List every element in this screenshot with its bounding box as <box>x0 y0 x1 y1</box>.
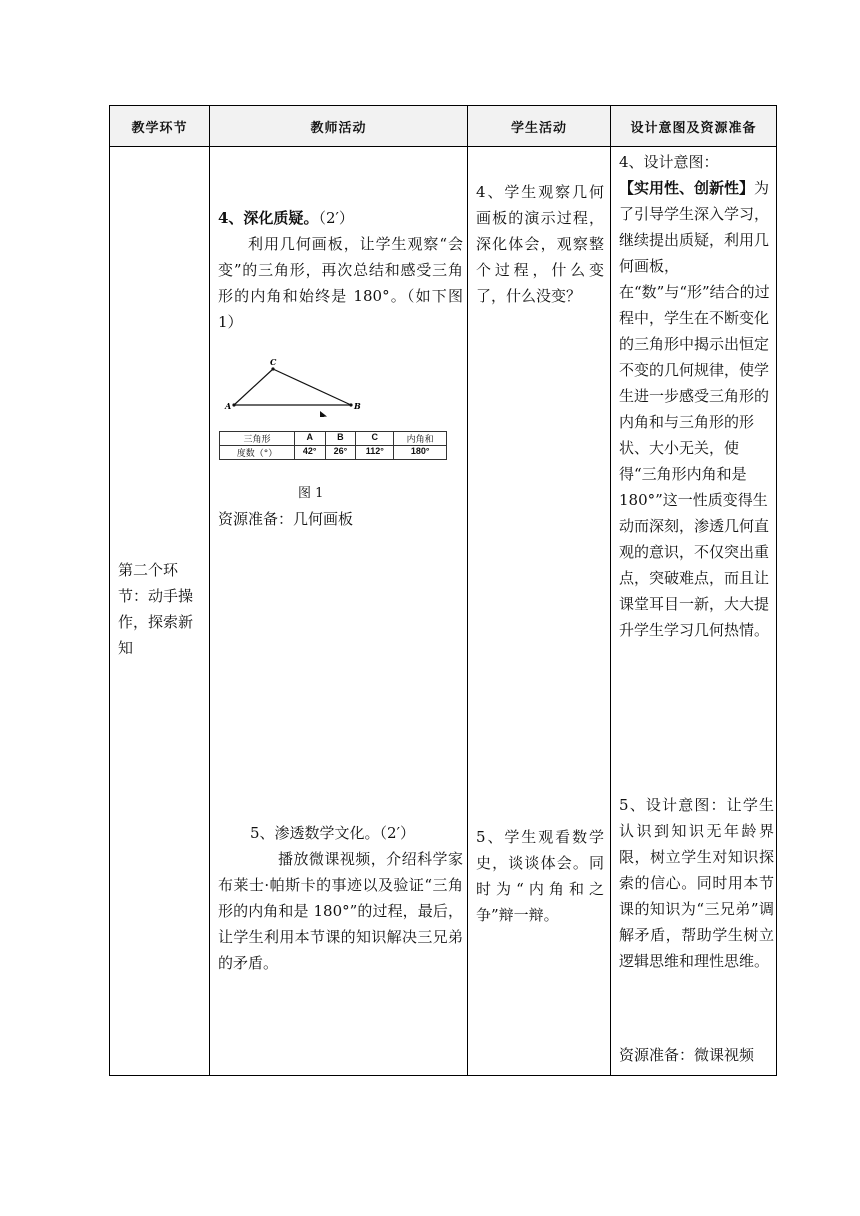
teacher-part4-title: 4、深化质疑。 <box>218 209 319 227</box>
teacher-part4-heading <box>218 205 463 231</box>
header-teacher: 教师活动 <box>210 106 468 147</box>
header-row <box>110 106 777 147</box>
angle-table-head-2: B <box>325 432 356 446</box>
angle-table-head-3: C <box>356 432 394 446</box>
angle-table-row <box>220 446 447 460</box>
teacher-part5-title: 5、渗透数学文化。（2′） <box>250 824 415 842</box>
teacher-resource: 资源准备：几何画板 <box>218 510 354 528</box>
angle-table-header <box>220 432 447 446</box>
teacher-part4-text: 利用几何画板，让学生观察“会变”的三角形，再次总结和感受三角形的内角和始终是 180°。（如下图 1） <box>218 235 463 331</box>
stage-label: 第二个环节：动手操作，探索新知 <box>118 561 194 657</box>
angle-table <box>219 431 447 460</box>
vertex-c-label: C <box>270 357 277 367</box>
stage-cell <box>110 147 210 1076</box>
header-design: 设计意图及资源准备 <box>611 106 777 147</box>
triangle-diagram <box>224 357 364 417</box>
teacher-cell <box>210 147 468 1076</box>
teacher-part5-text: 播放微课视频，介绍科学家布莱士·帕斯卡的事迹以及验证“三角形的内角和是 180°”的过程，最后，让学生利用本节课的知识解决三兄弟的矛盾。 <box>218 850 463 972</box>
teacher-part4-time: （2′） <box>318 209 354 227</box>
angle-value-sum: 180° <box>394 446 447 460</box>
vertex-a-label: A <box>225 401 232 411</box>
lesson-plan-table <box>109 105 777 1076</box>
design-part4-label: 4、设计意图： <box>619 153 719 171</box>
angle-table-head-4: 内角和 <box>394 432 447 446</box>
vertex-b-label: B <box>354 401 361 411</box>
design-part4-text: 为了引导学生深入学习，继续提出质疑，利用几何画板，在“数”与“形”结合的过程中，学生在不断变化的三角形中揭示出恒定不变的几何规律，使学生进一步感受三角形的内角和与三角形的形状、大小无关，使得“三角形内角和是 180°”这一性质变得生动而深刻，渗透几何直观的意识，不仅突出重点，突破难点，而且让课堂耳目一新，大大提升学生学习几何热情。 <box>619 179 770 639</box>
content-row <box>110 147 777 1076</box>
header-stage: 教学环节 <box>110 106 210 147</box>
angle-table-row-label: 度数（°） <box>220 446 295 460</box>
header-student: 学生活动 <box>468 106 611 147</box>
angle-table-head-1: A <box>294 432 325 446</box>
design-resource: 资源准备：微课视频 <box>619 1046 755 1064</box>
student-part5: 5、学生观看数学史，谈谈体会。同时为“内角和之争”辩一辩。 <box>476 828 604 924</box>
student-cell <box>468 147 611 1076</box>
angle-value-b: 26° <box>325 446 356 460</box>
student-part4: 4、学生观察几何画板的演示过程，深化体会，观察整个过程，什么变了，什么没变？ <box>476 183 604 305</box>
design-part4-bold: 【实用性、创新性】 <box>619 179 755 197</box>
angle-value-c: 112° <box>356 446 394 460</box>
angle-table-head-0: 三角形 <box>220 432 295 446</box>
cursor-arrow-icon <box>320 411 327 417</box>
figure-caption: 图 1 <box>298 486 324 501</box>
angle-value-a: 42° <box>294 446 325 460</box>
design-cell <box>611 147 777 1076</box>
design-part5-text: 5、设计意图：让学生认识到知识无年龄界限，树立学生对知识探索的信心。同时用本节课的知识为“三兄弟”调解矛盾，帮助学生树立逻辑思维和理性思维。 <box>619 796 774 970</box>
